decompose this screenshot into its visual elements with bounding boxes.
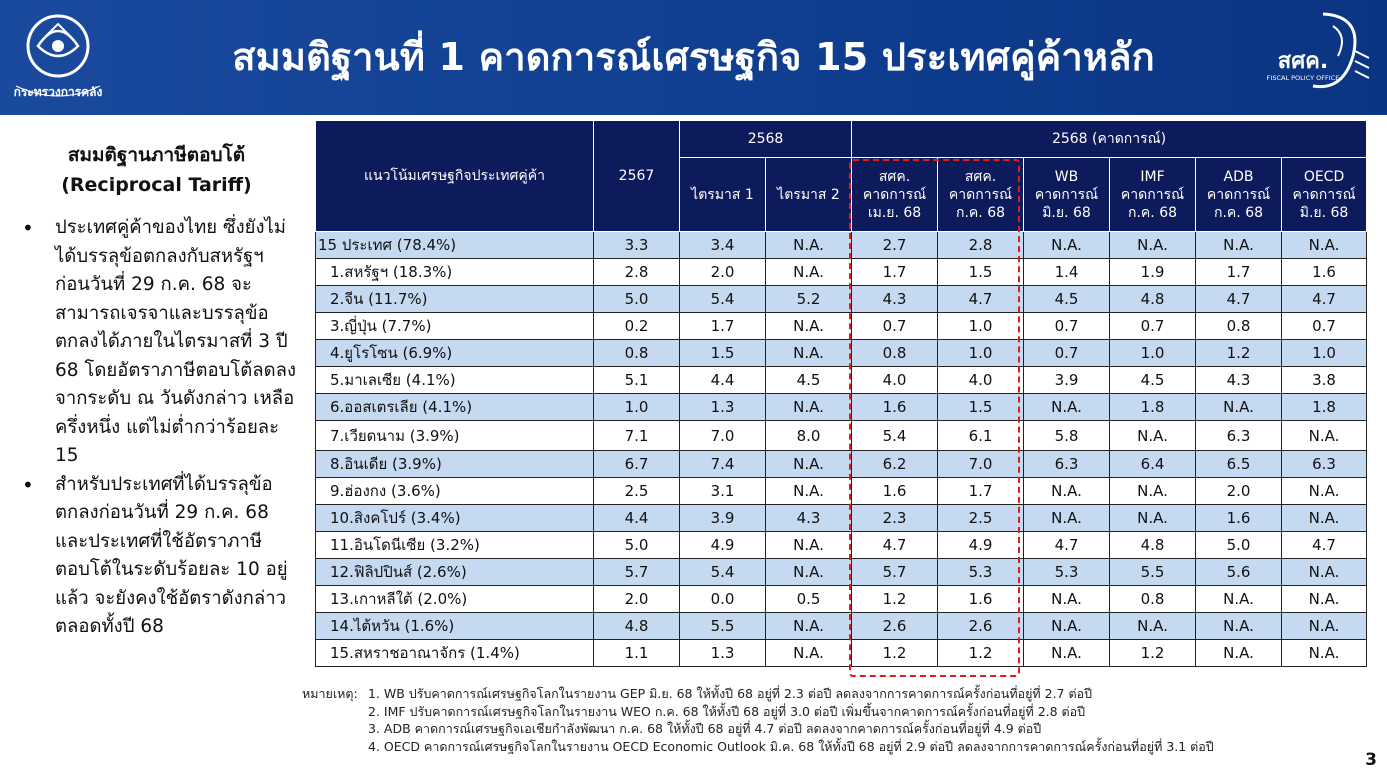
header-forecast-oecd: OECD คาดการณ์ มิ.ย. 68 [1282, 158, 1367, 232]
header-q1: ไตรมาส 1 [680, 158, 766, 232]
value-cell: N.A. [1024, 505, 1110, 532]
value-cell: 1.0 [938, 313, 1024, 340]
header-country: แนวโน้มเศรษฐกิจประเทศคู่ค้า [316, 121, 594, 232]
value-cell: 1.6 [1282, 259, 1367, 286]
value-cell: 0.7 [1282, 313, 1367, 340]
value-cell: 2.3 [852, 505, 938, 532]
footnote-item: 1. WB ปรับคาดการณ์เศรษฐกิจโลกในรายงาน GEP มิ.ย. 68 ให้ทั้งปี 68 อยู่ที่ 2.3 ต่อปี ลดลงจากการคาดการณ์ครั้งก่อนที่อยู่ที่ 2.7 ต่อปี [368, 686, 1093, 701]
country-cell: 15.สหราชอาณาจักร (1.4%) [316, 640, 594, 667]
value-cell: 1.7 [938, 478, 1024, 505]
value-cell: 0.7 [852, 313, 938, 340]
value-cell: 6.3 [1282, 451, 1367, 478]
value-cell: 2.0 [594, 586, 680, 613]
value-cell: 2.6 [852, 613, 938, 640]
value-cell: 6.2 [852, 451, 938, 478]
value-cell: N.A. [1110, 505, 1196, 532]
value-cell: 7.1 [594, 421, 680, 451]
value-cell: 2.5 [594, 478, 680, 505]
value-cell: 4.5 [766, 367, 852, 394]
footnote-item: 3. ADB คาดการณ์เศรษฐกิจเอเชียกำลังพัฒนา ก.ค. 68 ให้ทั้งปี 68 อยู่ที่ 4.7 ต่อปี ลดลงจากคาดการณ์ครั้งก่อนที่อยู่ที่ 4.9 ต่อปี [368, 721, 1042, 736]
value-cell: 1.0 [1110, 340, 1196, 367]
table-row [316, 505, 1367, 532]
value-cell: 5.2 [766, 286, 852, 313]
value-cell: 3.9 [680, 505, 766, 532]
header-forecast-imf: IMF คาดการณ์ ก.ค. 68 [1110, 158, 1196, 232]
value-cell: N.A. [766, 532, 852, 559]
value-cell: 0.2 [594, 313, 680, 340]
table-row [316, 478, 1367, 505]
value-cell: 1.8 [1110, 394, 1196, 421]
value-cell: N.A. [1024, 640, 1110, 667]
value-cell: 4.5 [1024, 286, 1110, 313]
value-cell: 1.2 [938, 640, 1024, 667]
value-cell: 1.0 [938, 340, 1024, 367]
country-cell: 14.ไต้หวัน (1.6%) [316, 613, 594, 640]
value-cell: N.A. [1196, 586, 1282, 613]
table-row [316, 421, 1367, 451]
table-row [316, 586, 1367, 613]
value-cell: N.A. [766, 559, 852, 586]
value-cell: 2.8 [594, 259, 680, 286]
country-cell: 13.เกาหลีใต้ (2.0%) [316, 586, 594, 613]
value-cell: 5.3 [1024, 559, 1110, 586]
value-cell: 1.7 [680, 313, 766, 340]
value-cell: 4.0 [938, 367, 1024, 394]
table-row [316, 394, 1367, 421]
assumption-list [0, 214, 305, 642]
value-cell: 5.5 [1110, 559, 1196, 586]
table-row [316, 313, 1367, 340]
value-cell: 6.5 [1196, 451, 1282, 478]
fiscal-policy-office-logo [1243, 6, 1373, 106]
value-cell: 4.3 [766, 505, 852, 532]
value-cell: 5.6 [1196, 559, 1282, 586]
value-cell: 5.8 [1024, 421, 1110, 451]
value-cell: 4.7 [852, 532, 938, 559]
value-cell: 7.0 [938, 451, 1024, 478]
assumption-bullet: • ประเทศคู่ค้าของไทย ซึ่งยังไม่ได้บรรลุข้อตกลงกับสหรัฐฯ ก่อนวันที่ 29 ก.ค. 68 จะสามารถเจรจาและบรรลุข้อตกลงได้ภายในไตรมาสที่ 3 ปี 68 โดยอัตราภาษีตอบโต้ลดลงจากระดับ ณ วันดังกล่าว เหลือครึ่งหนึ่ง แต่ไม่ต่ำกว่าร้อยละ 15 [0, 214, 305, 471]
table-row [316, 367, 1367, 394]
value-cell: N.A. [766, 313, 852, 340]
value-cell: 5.4 [852, 421, 938, 451]
value-cell: 3.9 [1024, 367, 1110, 394]
table-row [316, 532, 1367, 559]
value-cell: 1.6 [1196, 505, 1282, 532]
value-cell: 5.5 [680, 613, 766, 640]
value-cell: 4.5 [1110, 367, 1196, 394]
value-cell: 1.2 [852, 586, 938, 613]
value-cell: 1.3 [680, 640, 766, 667]
value-cell: 1.5 [938, 394, 1024, 421]
value-cell: 1.4 [1024, 259, 1110, 286]
value-cell: 8.0 [766, 421, 852, 451]
country-cell: 4.ยูโรโซน (6.9%) [316, 340, 594, 367]
value-cell: 0.7 [1024, 313, 1110, 340]
value-cell: 6.4 [1110, 451, 1196, 478]
value-cell: 0.7 [1024, 340, 1110, 367]
country-cell: 8.อินเดีย (3.9%) [316, 451, 594, 478]
logo-right-subtext: FISCAL POLICY OFFICE [1266, 74, 1340, 82]
value-cell: N.A. [766, 394, 852, 421]
value-cell: 0.0 [680, 586, 766, 613]
value-cell: 5.0 [594, 286, 680, 313]
assumption-bullet: • สำหรับประเทศที่ได้บรรลุข้อตกลงก่อนวันที่ 29 ก.ค. 68 และประเทศที่ใช้อัตราภาษีตอบโต้ในระดับร้อยละ 10 อยู่แล้ว จะยังคงใช้อัตราดังกล่าวตลอดทั้งปี 68 [0, 471, 305, 642]
value-cell: N.A. [1110, 421, 1196, 451]
value-cell: 6.3 [1024, 451, 1110, 478]
table-row [316, 286, 1367, 313]
value-cell: 0.8 [1196, 313, 1282, 340]
panel-title-line2: (Reciprocal Tariff) [61, 174, 252, 196]
value-cell: 4.9 [938, 532, 1024, 559]
value-cell: 3.4 [680, 232, 766, 259]
logo-right-text: สศค. [1277, 49, 1329, 74]
value-cell: 1.2 [852, 640, 938, 667]
country-cell: 10.สิงคโปร์ (3.4%) [316, 505, 594, 532]
value-cell: 6.7 [594, 451, 680, 478]
value-cell: N.A. [1024, 613, 1110, 640]
value-cell: 5.7 [852, 559, 938, 586]
header-forecast-adb: ADB คาดการณ์ ก.ค. 68 [1196, 158, 1282, 232]
value-cell: 1.0 [594, 394, 680, 421]
value-cell: N.A. [1110, 613, 1196, 640]
value-cell: 4.7 [1024, 532, 1110, 559]
table-row [316, 259, 1367, 286]
value-cell: 3.1 [680, 478, 766, 505]
value-cell: 6.3 [1196, 421, 1282, 451]
value-cell: 5.1 [594, 367, 680, 394]
value-cell: 2.8 [938, 232, 1024, 259]
value-cell: 1.7 [1196, 259, 1282, 286]
value-cell: N.A. [1110, 232, 1196, 259]
table-row [316, 613, 1367, 640]
value-cell: 1.8 [1282, 394, 1367, 421]
value-cell: 4.7 [1282, 532, 1367, 559]
panel-title-line1: สมมติฐานภาษีตอบโต้ [67, 144, 246, 166]
value-cell: 4.4 [680, 367, 766, 394]
value-cell: 4.9 [680, 532, 766, 559]
footnotes [302, 685, 1214, 755]
country-cell: 9.ฮ่องกง (3.6%) [316, 478, 594, 505]
value-cell: 1.6 [852, 478, 938, 505]
footnote-item: 2. IMF ปรับคาดการณ์เศรษฐกิจโลกในรายงาน WEO ก.ค. 68 ให้ทั้งปี 68 อยู่ที่ 3.0 ต่อปี เพิ่มขึ้นจากคาดการณ์ครั้งก่อนที่อยู่ที่ 2.8 ต่อปี [368, 703, 1086, 719]
country-cell: 11.อินโดนีเซีย (3.2%) [316, 532, 594, 559]
value-cell: N.A. [1282, 613, 1367, 640]
header-2568: 2568 [680, 121, 852, 158]
footnote-item: 4. OECD คาดการณ์เศรษฐกิจโลกในรายงาน OECD Economic Outlook มิ.ค. 68 ให้ทั้งปี 68 อยู่ที่ 2.9 ต่อปี ลดลงจากการคาดการณ์ครั้งก่อนที่อยู่ที่ 3.1 ต่อปี [368, 738, 1214, 754]
header-banner [0, 0, 1387, 115]
header-q2: ไตรมาส 2 [766, 158, 852, 232]
value-cell: 2.0 [680, 259, 766, 286]
table-row [316, 340, 1367, 367]
table-row [316, 559, 1367, 586]
footnote-label: หมายเหตุ: [302, 686, 358, 701]
value-cell: 1.2 [1110, 640, 1196, 667]
header-2567: 2567 [594, 121, 680, 232]
country-cell: 2.จีน (11.7%) [316, 286, 594, 313]
value-cell: 4.7 [1196, 286, 1282, 313]
value-cell: 2.5 [938, 505, 1024, 532]
value-cell: 6.1 [938, 421, 1024, 451]
value-cell: 3.8 [1282, 367, 1367, 394]
value-cell: 1.0 [1282, 340, 1367, 367]
value-cell: N.A. [1282, 640, 1367, 667]
value-cell: 4.4 [594, 505, 680, 532]
value-cell: N.A. [1024, 232, 1110, 259]
country-cell: 7.เวียดนาม (3.9%) [316, 421, 594, 451]
trade-partner-economy-table [315, 120, 1367, 667]
value-cell: N.A. [1024, 478, 1110, 505]
country-cell: 6.ออสเตรเลีย (4.1%) [316, 394, 594, 421]
value-cell: 1.1 [594, 640, 680, 667]
value-cell: 7.0 [680, 421, 766, 451]
value-cell: 3.3 [594, 232, 680, 259]
value-cell: 2.7 [852, 232, 938, 259]
value-cell: N.A. [1196, 613, 1282, 640]
value-cell: 2.0 [1196, 478, 1282, 505]
ministry-of-finance-logo [8, 6, 108, 110]
value-cell: 0.5 [766, 586, 852, 613]
value-cell: 1.6 [938, 586, 1024, 613]
value-cell: 5.7 [594, 559, 680, 586]
value-cell: N.A. [1196, 232, 1282, 259]
value-cell: 5.4 [680, 286, 766, 313]
value-cell: N.A. [1282, 421, 1367, 451]
value-cell: 4.3 [1196, 367, 1282, 394]
value-cell: N.A. [766, 232, 852, 259]
value-cell: 0.7 [1110, 313, 1196, 340]
country-cell: 12.ฟิลิปปินส์ (2.6%) [316, 559, 594, 586]
value-cell: N.A. [1196, 640, 1282, 667]
value-cell: N.A. [1110, 478, 1196, 505]
value-cell: 2.6 [938, 613, 1024, 640]
table-row [316, 640, 1367, 667]
value-cell: 7.4 [680, 451, 766, 478]
value-cell: 1.6 [852, 394, 938, 421]
value-cell: N.A. [1282, 505, 1367, 532]
value-cell: N.A. [1024, 394, 1110, 421]
value-cell: 4.7 [1282, 286, 1367, 313]
value-cell: 5.0 [1196, 532, 1282, 559]
value-cell: N.A. [1282, 478, 1367, 505]
value-cell: 5.3 [938, 559, 1024, 586]
value-cell: 1.3 [680, 394, 766, 421]
logo-left-text: กระทรวงการคลัง [13, 85, 103, 99]
header-forecast-fpo-apr: สศค. คาดการณ์ เม.ย. 68 [852, 158, 938, 232]
value-cell: 4.3 [852, 286, 938, 313]
country-cell: 5.มาเลเซีย (4.1%) [316, 367, 594, 394]
panel-title [8, 140, 305, 200]
value-cell: N.A. [1282, 559, 1367, 586]
value-cell: 5.4 [680, 559, 766, 586]
value-cell: 1.7 [852, 259, 938, 286]
value-cell: N.A. [1282, 586, 1367, 613]
value-cell: N.A. [766, 613, 852, 640]
value-cell: N.A. [766, 451, 852, 478]
country-cell: 1.สหรัฐฯ (18.3%) [316, 259, 594, 286]
table-row [316, 451, 1367, 478]
table-row [316, 232, 1367, 259]
value-cell: N.A. [766, 478, 852, 505]
tariff-assumption-panel [0, 140, 305, 642]
value-cell: N.A. [766, 340, 852, 367]
page-number: 3 [1365, 750, 1377, 770]
value-cell: 1.9 [1110, 259, 1196, 286]
value-cell: N.A. [766, 259, 852, 286]
header-forecast-wb: WB คาดการณ์ มิ.ย. 68 [1024, 158, 1110, 232]
value-cell: 4.0 [852, 367, 938, 394]
value-cell: 4.8 [594, 613, 680, 640]
value-cell: N.A. [1196, 394, 1282, 421]
value-cell: 4.7 [938, 286, 1024, 313]
country-cell: 3.ญี่ปุ่น (7.7%) [316, 313, 594, 340]
value-cell: 1.2 [1196, 340, 1282, 367]
value-cell: 5.0 [594, 532, 680, 559]
header-forecast-fpo-jul: สศค. คาดการณ์ ก.ค. 68 [938, 158, 1024, 232]
value-cell: N.A. [1024, 586, 1110, 613]
country-cell: 15 ประเทศ (78.4%) [316, 232, 594, 259]
header-2568-forecast: 2568 (คาดการณ์) [852, 121, 1367, 158]
value-cell: 0.8 [852, 340, 938, 367]
value-cell: 4.8 [1110, 532, 1196, 559]
page-title: สมมติฐานที่ 1 คาดการณ์เศรษฐกิจ 15 ประเทศคู่ค้าหลัก [232, 35, 1155, 79]
value-cell: 1.5 [680, 340, 766, 367]
value-cell: 0.8 [1110, 586, 1196, 613]
value-cell: 4.8 [1110, 286, 1196, 313]
value-cell: N.A. [766, 640, 852, 667]
value-cell: N.A. [1282, 232, 1367, 259]
value-cell: 0.8 [594, 340, 680, 367]
value-cell: 1.5 [938, 259, 1024, 286]
